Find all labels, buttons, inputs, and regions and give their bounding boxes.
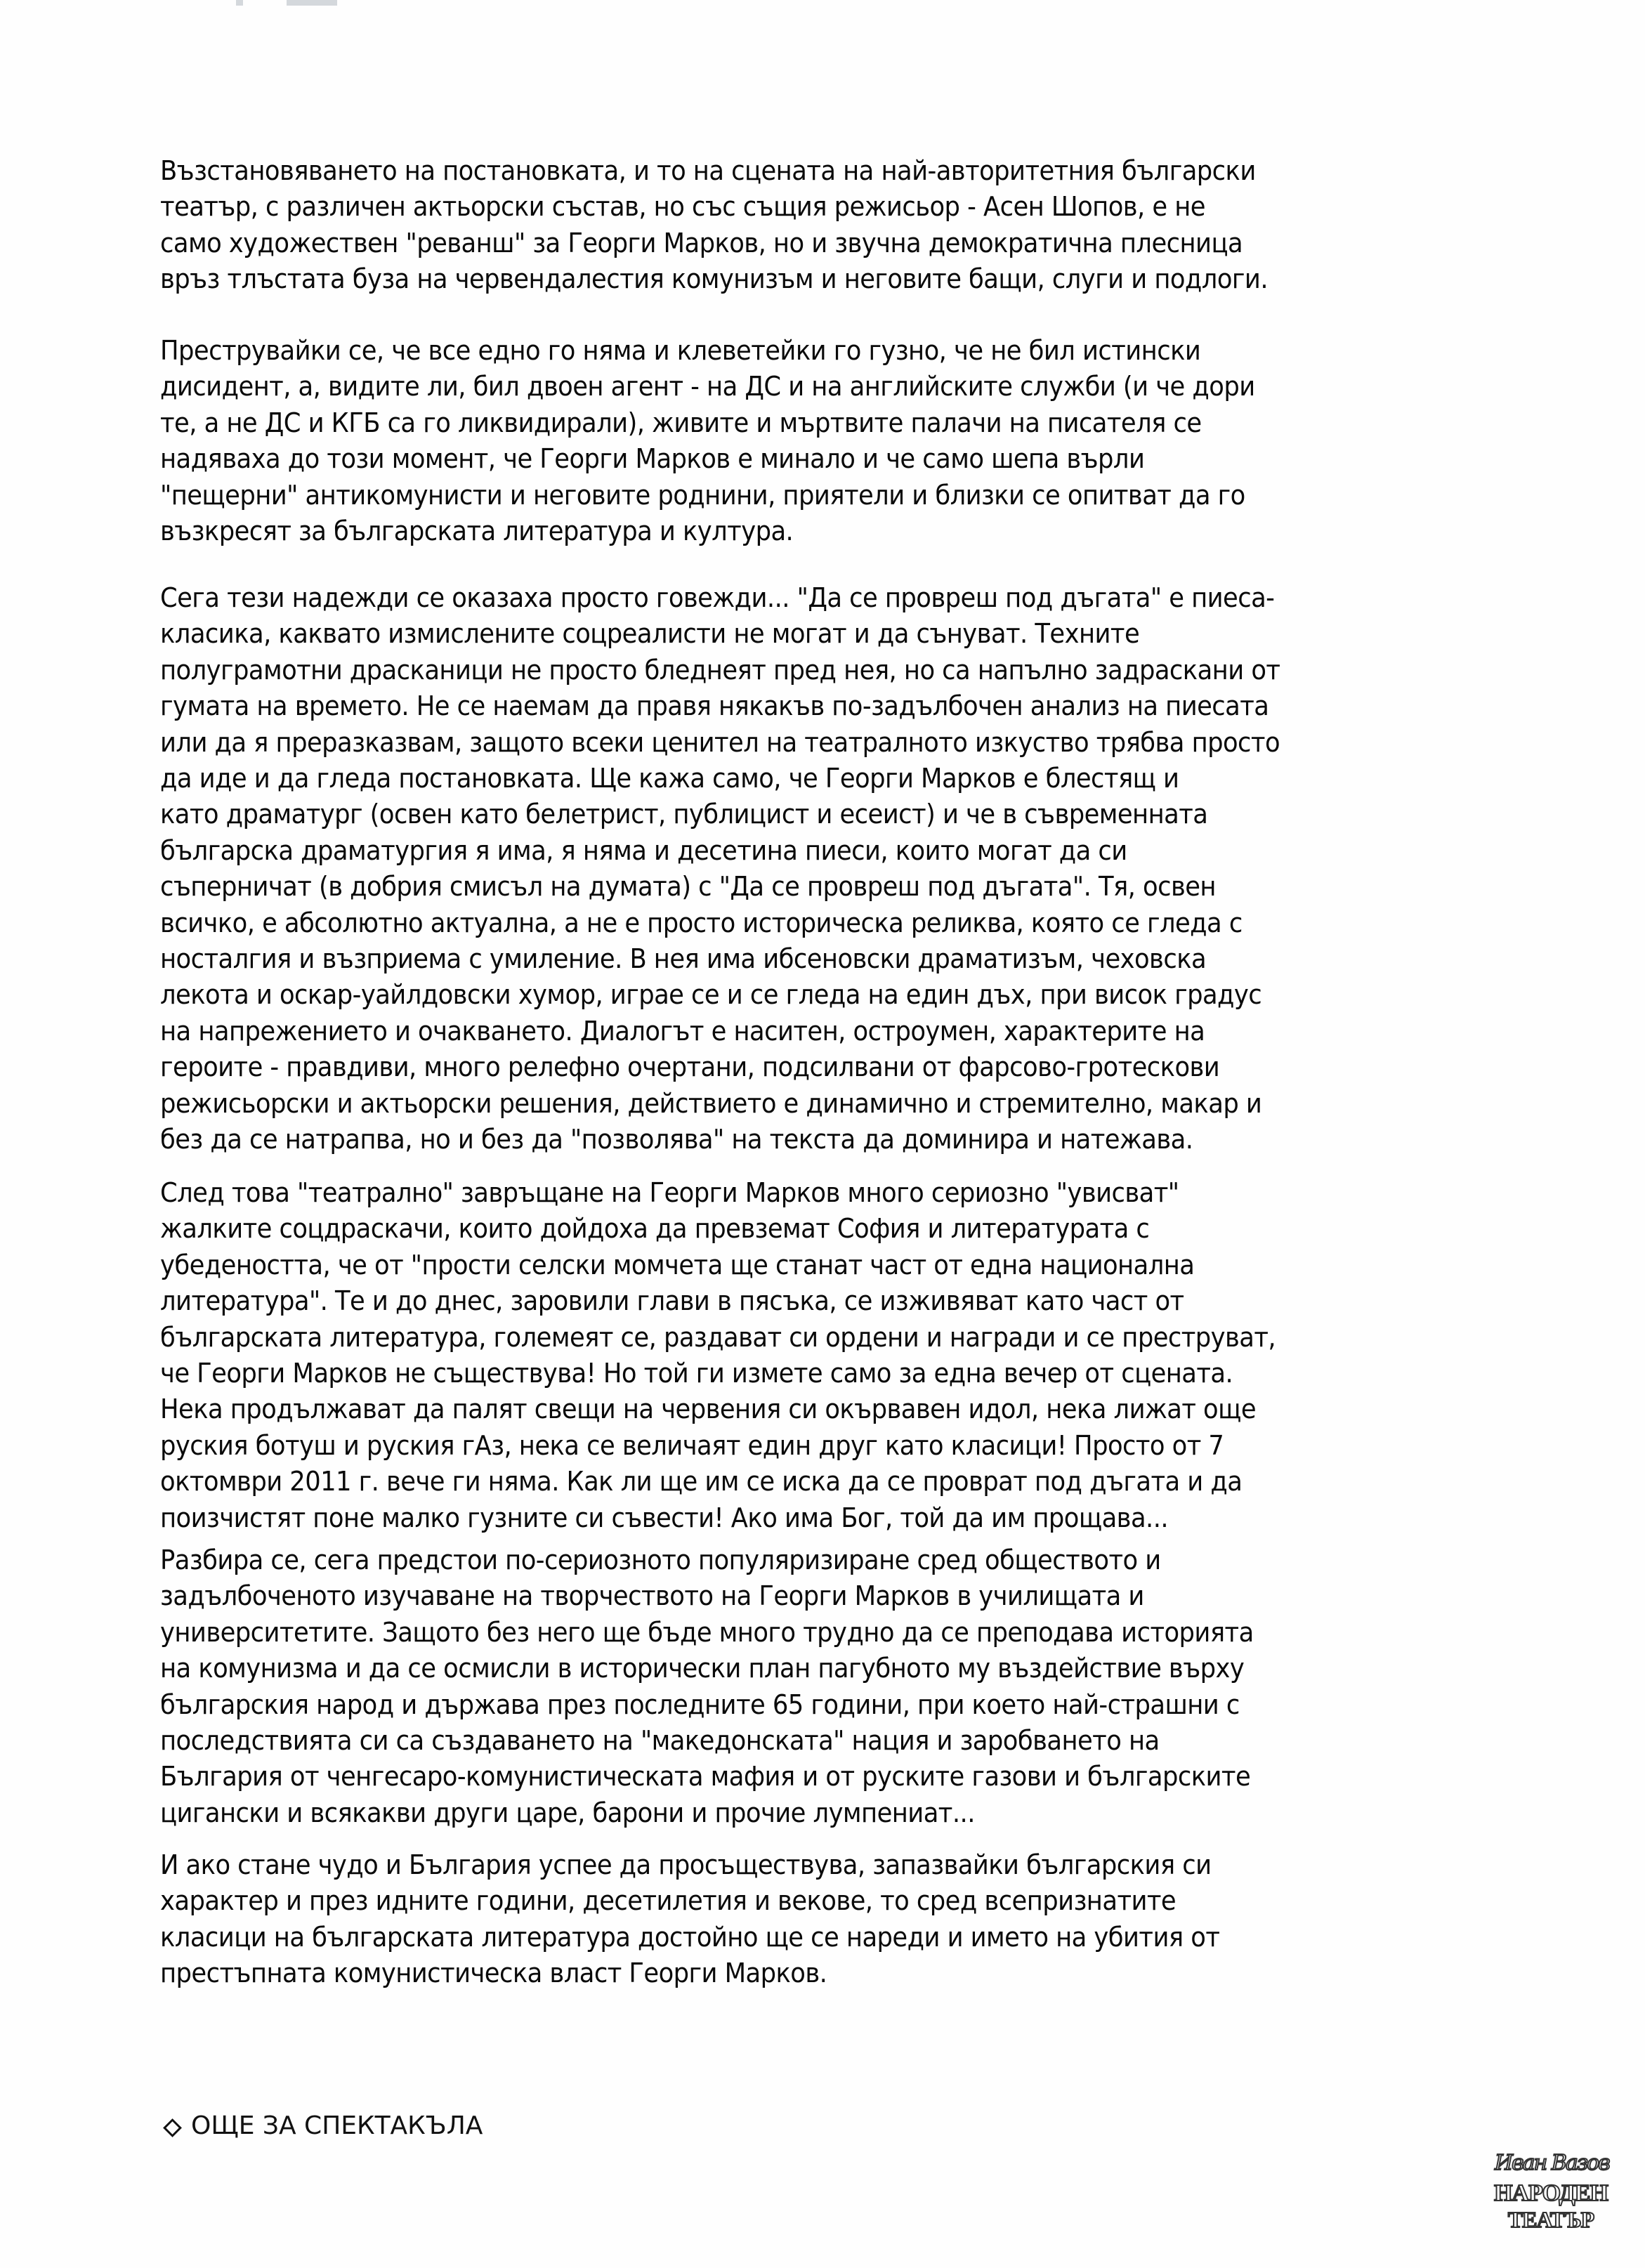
text-line: дисидент, а, видите ли, бил двоен агент - на ДС и на английските служби (и че дори bbox=[160, 371, 1255, 402]
text-line: убедеността, че от "прости селски момчета ще станат част от една национална bbox=[160, 1249, 1195, 1280]
logo-line-1: НАРОДЕН bbox=[1494, 2180, 1608, 2206]
text-line: само художествен "реванш" за Георги Марков, но и звучна демократична плесница bbox=[160, 227, 1243, 258]
text-line: надяваха до този момент, че Георги Марков е минало и че само шепа върли bbox=[160, 443, 1145, 475]
text-line: Нека продължават да палят свещи на червения си окървавен идол, нека лижат още bbox=[160, 1394, 1257, 1425]
text-line: последствията си са създаването на "македонската" нация и заробването на bbox=[160, 1725, 1160, 1757]
text-line: Преструвайки се, че все едно го няма и клеветейки го гузно, че не бил истински bbox=[160, 335, 1201, 366]
text-line: без да се натрапва, но и без да "позволява" на текста да доминира и натежава. bbox=[160, 1124, 1193, 1155]
logo-script: Иван Вазов bbox=[1495, 2151, 1609, 2175]
logo-line-2: ТЕАТЪР bbox=[1507, 2207, 1594, 2232]
text-line: съперничат (в добрия смисъл на думата) с "Да се провреш под дъгата". Тя, освен bbox=[160, 871, 1216, 903]
text-line: театър, с различен актьорски състав, но със същия режисьор - Асен Шопов, е не bbox=[160, 191, 1205, 223]
text-line: задълбоченото изучаване на творчеството на Георги Марков в училищата и bbox=[160, 1580, 1144, 1612]
text-line: "пещерни" антикомунисти и неговите роднини, приятели и близки се опитват да го bbox=[160, 479, 1245, 511]
text-line: литература". Те и до днес, заровили глави в пясъка, се изживяват като част от bbox=[160, 1285, 1184, 1317]
text-line: Сега тези надежди се оказаха просто говежди... "Да се провреш под дъгата" е пиеса- bbox=[160, 582, 1275, 613]
scan-artifact bbox=[236, 0, 243, 6]
text-line: полуграмотни драсканици не просто бледнеят пред нея, но са напълно задраскани от bbox=[160, 654, 1280, 686]
text-line: жалките соцдраскачи, които дойдоха да превземат София и литературата с bbox=[160, 1213, 1150, 1245]
text-line: като драматург (освен като белетрист, публицист и есеист) и че в съвременната bbox=[160, 799, 1208, 830]
text-line: всичко, е абсолютно актуална, а не е просто историческа реликва, която се гледа с bbox=[160, 907, 1243, 938]
text-line: След това "театрално" завръщане на Георги Марков много сериозно "увисват" bbox=[160, 1177, 1179, 1208]
text-line: възкресят за българската литература и култура. bbox=[160, 516, 794, 547]
text-line: да иде и да гледа постановката. Ще кажа само, че Георги Марков е блестящ и bbox=[160, 763, 1179, 794]
text-line: характер и през идните години, десетилетия и векове, то сред всепризнатите bbox=[160, 1885, 1177, 1917]
text-line: режисьорски и актьорски решения, действието е динамично и стремително, макар и bbox=[160, 1087, 1262, 1119]
text-line: университетите. Защото без него ще бъде много трудно да се преподава историята bbox=[160, 1616, 1254, 1648]
diamond-icon bbox=[163, 2118, 178, 2134]
text-line: героите - правдиви, много релефно очертани, подсилвани от фарсово-гротескови bbox=[160, 1051, 1220, 1083]
text-line: че Георги Марков не съществува! Но той ги измете само за една вечер от сцената. bbox=[160, 1358, 1233, 1389]
paragraph bbox=[160, 1542, 1481, 1831]
text-line: българския народ и държава през последните 65 години, при което най-страшни с bbox=[160, 1689, 1240, 1720]
text-line: класици на българската литература достойно ще се нареди и името на убития от bbox=[160, 1921, 1220, 1953]
text-line: Възстановяването на постановката, и то на сцената на най-авторитетния български bbox=[160, 155, 1256, 186]
national-theatre-logo bbox=[1488, 2151, 1614, 2238]
text-line: българска драматургия я има, я няма и десетина пиеси, които могат да си bbox=[160, 834, 1127, 866]
text-line: Разбира се, сега предстои по-сериозното популяризиране сред обществото и bbox=[160, 1545, 1161, 1575]
text-line: престъпната комунистическа власт Георги Марков. bbox=[160, 1958, 827, 1989]
text-line: България от ченгесаро-комунистическата мафия и от руските газови и българските bbox=[160, 1761, 1251, 1792]
more-about-show-label: ОЩЕ ЗА СПЕКТАКЪЛА bbox=[191, 2111, 483, 2140]
text-line: българската литература, големеят се, раздават си ордени и награди и се преструват, bbox=[160, 1321, 1276, 1353]
paragraph bbox=[160, 580, 1481, 1158]
paragraph bbox=[160, 333, 1481, 549]
text-line: руския ботуш и руския гАз, нека се величаят един друг като класици! Просто от 7 bbox=[160, 1429, 1224, 1461]
text-line: на комунизма и да се осмисли в исторически план пагубното му въздействие върху bbox=[160, 1653, 1245, 1684]
paragraph bbox=[160, 153, 1481, 298]
paragraph bbox=[160, 1847, 1481, 1992]
text-line: октомври 2011 г. вече ги няма. Как ли ще им се иска да се проврат под дъгата и да bbox=[160, 1466, 1243, 1497]
more-about-show-link[interactable] bbox=[163, 2111, 483, 2140]
scan-artifact bbox=[287, 0, 337, 6]
text-line: връз тлъстата буза на червендалестия комунизъм и неговите бащи, слуги и подлоги. bbox=[160, 263, 1269, 295]
text-line: носталгия и възприема с умиление. В нея има ибсеновски драматизъм, чеховска bbox=[160, 943, 1207, 975]
text-line: лекота и оскар-уайлдовски хумор, играе се и се гледа на един дъх, при висок градус bbox=[160, 979, 1262, 1011]
text-line: класика, каквато измислените соцреалисти не могат и да сънуват. Техните bbox=[160, 618, 1140, 650]
text-line: И ако стане чудо и България успее да просъществува, запазвайки българския си bbox=[160, 1849, 1212, 1880]
paragraph bbox=[160, 1175, 1481, 1536]
text-line: гумата на времето. Не се наемам да правя някакъв по-задълбочен анализ на пиесата bbox=[160, 690, 1269, 722]
text-line: поизчистят поне малко гузните си съвести! Ако има Бог, той да им прощава... bbox=[160, 1502, 1169, 1533]
text-line: на напрежението и очакването. Диалогът е наситен, остроумен, характерите на bbox=[160, 1015, 1205, 1047]
text-line: или да я преразказвам, защото всеки ценител на театралното изкуство трябва просто bbox=[160, 726, 1280, 758]
text-line: те, а не ДС и КГБ са го ликвидирали), живите и мъртвите палачи на писателя се bbox=[160, 407, 1202, 438]
text-line: цигански и всякакви други царе, барони и прочие лумпениат... bbox=[160, 1797, 975, 1828]
